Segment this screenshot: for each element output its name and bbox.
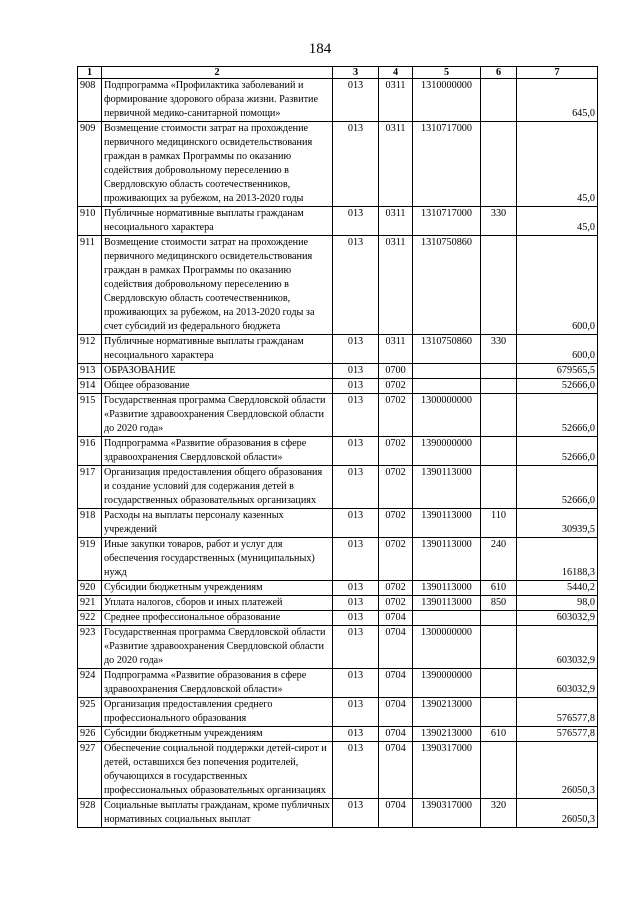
expense-type-code: 110 [481, 509, 517, 538]
target-article-code [413, 611, 481, 626]
row-number: 915 [78, 394, 102, 437]
expense-type-code: 330 [481, 335, 517, 364]
amount: 30939,5 [517, 509, 598, 538]
section-code: 0704 [379, 669, 413, 698]
ministry-code: 013 [333, 626, 379, 669]
row-number: 922 [78, 611, 102, 626]
amount: 576577,8 [517, 727, 598, 742]
row-number: 927 [78, 742, 102, 799]
table-row [78, 437, 598, 466]
amount: 52666,0 [517, 466, 598, 509]
amount: 603032,9 [517, 669, 598, 698]
table-row [78, 122, 598, 207]
row-number: 911 [78, 236, 102, 335]
column-header: 6 [481, 67, 517, 79]
table-row [78, 742, 598, 799]
row-number: 928 [78, 799, 102, 828]
page-number: 184 [308, 41, 332, 57]
column-header: 1 [78, 67, 102, 79]
ministry-code: 013 [333, 364, 379, 379]
target-article-code: 1390000000 [413, 669, 481, 698]
ministry-code: 013 [333, 509, 379, 538]
target-article-code: 1390317000 [413, 742, 481, 799]
section-code: 0702 [379, 437, 413, 466]
table-row [78, 581, 598, 596]
target-article-code: 1390113000 [413, 538, 481, 581]
section-code: 0311 [379, 335, 413, 364]
row-number: 917 [78, 466, 102, 509]
ministry-code: 013 [333, 581, 379, 596]
section-code: 0702 [379, 394, 413, 437]
table-row [78, 669, 598, 698]
target-article-code: 1390113000 [413, 466, 481, 509]
target-article-code: 1390000000 [413, 437, 481, 466]
row-name: Публичные нормативные выплаты гражданам несоциального характера [102, 207, 333, 236]
section-code: 0311 [379, 236, 413, 335]
table-row [78, 596, 598, 611]
expense-type-code [481, 742, 517, 799]
row-name: Обеспечение социальной поддержки детей-сирот и детей, оставшихся без попечения родителей, обучающихся в государственных профессиональных образовательных организациях [102, 742, 333, 799]
column-header: 2 [102, 67, 333, 79]
section-code: 0702 [379, 538, 413, 581]
ministry-code: 013 [333, 698, 379, 727]
amount: 5440,2 [517, 581, 598, 596]
table-row [78, 799, 598, 828]
expense-type-code: 850 [481, 596, 517, 611]
table-row [78, 364, 598, 379]
table-row [78, 727, 598, 742]
section-code: 0704 [379, 626, 413, 669]
row-number: 916 [78, 437, 102, 466]
expense-type-code [481, 379, 517, 394]
section-code: 0700 [379, 364, 413, 379]
ministry-code: 013 [333, 207, 379, 236]
target-article-code: 1390213000 [413, 698, 481, 727]
target-article-code: 1390213000 [413, 727, 481, 742]
column-header: 3 [333, 67, 379, 79]
row-number: 926 [78, 727, 102, 742]
row-name: Субсидии бюджетным учреждениям [102, 727, 333, 742]
column-header: 4 [379, 67, 413, 79]
row-name: Уплата налогов, сборов и иных платежей [102, 596, 333, 611]
row-number: 913 [78, 364, 102, 379]
table-row [78, 466, 598, 509]
row-number: 924 [78, 669, 102, 698]
row-number: 914 [78, 379, 102, 394]
table-row [78, 698, 598, 727]
section-code: 0704 [379, 742, 413, 799]
table-row [78, 236, 598, 335]
section-code: 0702 [379, 509, 413, 538]
row-name: Государственная программа Свердловской области «Развитие здравоохранения Свердловской области до 2020 года» [102, 394, 333, 437]
row-number: 909 [78, 122, 102, 207]
row-name: Организация предоставления общего образования и создание условий для содержания детей в государственных образовательных организациях [102, 466, 333, 509]
row-name: Среднее профессиональное образование [102, 611, 333, 626]
target-article-code [413, 364, 481, 379]
column-header: 5 [413, 67, 481, 79]
section-code: 0704 [379, 698, 413, 727]
row-name: Подпрограмма «Развитие образования в сфере здравоохранения Свердловской области» [102, 669, 333, 698]
section-code: 0311 [379, 79, 413, 122]
row-number: 920 [78, 581, 102, 596]
expense-type-code [481, 364, 517, 379]
ministry-code: 013 [333, 394, 379, 437]
expense-type-code [481, 394, 517, 437]
ministry-code: 013 [333, 236, 379, 335]
target-article-code: 1310717000 [413, 122, 481, 207]
ministry-code: 013 [333, 79, 379, 122]
table-row [78, 626, 598, 669]
section-code: 0311 [379, 122, 413, 207]
ministry-code: 013 [333, 799, 379, 828]
expense-type-code: 610 [481, 727, 517, 742]
ministry-code: 013 [333, 727, 379, 742]
amount: 679565,5 [517, 364, 598, 379]
amount: 645,0 [517, 79, 598, 122]
amount: 52666,0 [517, 394, 598, 437]
row-name: Подпрограмма «Профилактика заболеваний и формирование здорового образа жизни. Развитие первичной медико-санитарной помощи» [102, 79, 333, 122]
ministry-code: 013 [333, 466, 379, 509]
ministry-code: 013 [333, 379, 379, 394]
row-number: 910 [78, 207, 102, 236]
amount: 52666,0 [517, 379, 598, 394]
amount: 603032,9 [517, 626, 598, 669]
expense-type-code [481, 626, 517, 669]
expense-type-code: 330 [481, 207, 517, 236]
amount: 26050,3 [517, 742, 598, 799]
row-name: Иные закупки товаров, работ и услуг для обеспечения государственных (муниципальных) нужд [102, 538, 333, 581]
ministry-code: 013 [333, 335, 379, 364]
target-article-code: 1310717000 [413, 207, 481, 236]
ministry-code: 013 [333, 437, 379, 466]
section-code: 0311 [379, 207, 413, 236]
row-name: Возмещение стоимости затрат на прохождение первичного медицинского освидетельствования граждан в рамках Программы по оказанию содействия добровольному переселению в Свердловскую область соотечественников, проживающих за рубежом, на 2013-2020 годы [102, 122, 333, 207]
row-number: 925 [78, 698, 102, 727]
ministry-code: 013 [333, 538, 379, 581]
target-article-code [413, 379, 481, 394]
amount: 52666,0 [517, 437, 598, 466]
row-number: 923 [78, 626, 102, 669]
table-row [78, 509, 598, 538]
table-row [78, 207, 598, 236]
row-number: 921 [78, 596, 102, 611]
amount: 45,0 [517, 207, 598, 236]
amount: 26050,3 [517, 799, 598, 828]
expense-type-code [481, 669, 517, 698]
target-article-code: 1390113000 [413, 596, 481, 611]
table-header-row [78, 67, 598, 79]
table-body [78, 79, 598, 828]
ministry-code: 013 [333, 611, 379, 626]
expense-type-code: 320 [481, 799, 517, 828]
target-article-code: 1310750860 [413, 335, 481, 364]
row-name: Организация предоставления среднего профессионального образования [102, 698, 333, 727]
row-name: Расходы на выплаты персоналу казенных учреждений [102, 509, 333, 538]
row-name: Возмещение стоимости затрат на прохождение первичного медицинского освидетельствования граждан в рамках Программы по оказанию содействия добровольному переселению в Свердловскую область соотечественников, проживающих за рубежом, на 2013-2020 годы за счет субсидий из федерального бюджета [102, 236, 333, 335]
table-row [78, 79, 598, 122]
expense-type-code [481, 611, 517, 626]
expense-type-code: 610 [481, 581, 517, 596]
table-row [78, 394, 598, 437]
expense-type-code [481, 437, 517, 466]
table-row [78, 538, 598, 581]
target-article-code: 1300000000 [413, 394, 481, 437]
ministry-code: 013 [333, 669, 379, 698]
ministry-code: 013 [333, 122, 379, 207]
amount: 576577,8 [517, 698, 598, 727]
section-code: 0704 [379, 727, 413, 742]
target-article-code: 1390113000 [413, 509, 481, 538]
row-name: Подпрограмма «Развитие образования в сфере здравоохранения Свердловской области» [102, 437, 333, 466]
target-article-code: 1310000000 [413, 79, 481, 122]
section-code: 0702 [379, 581, 413, 596]
expense-type-code [481, 122, 517, 207]
target-article-code: 1300000000 [413, 626, 481, 669]
target-article-code: 1390317000 [413, 799, 481, 828]
row-number: 918 [78, 509, 102, 538]
target-article-code: 1390113000 [413, 581, 481, 596]
row-number: 919 [78, 538, 102, 581]
row-name: Государственная программа Свердловской области «Развитие здравоохранения Свердловской области до 2020 года» [102, 626, 333, 669]
row-name: Социальные выплаты гражданам, кроме публичных нормативных социальных выплат [102, 799, 333, 828]
section-code: 0704 [379, 611, 413, 626]
budget-table [77, 66, 598, 828]
section-code: 0702 [379, 379, 413, 394]
row-name: Публичные нормативные выплаты гражданам несоциального характера [102, 335, 333, 364]
row-name: Субсидии бюджетным учреждениям [102, 581, 333, 596]
row-name: ОБРАЗОВАНИЕ [102, 364, 333, 379]
column-header: 7 [517, 67, 598, 79]
amount: 98,0 [517, 596, 598, 611]
table-row [78, 379, 598, 394]
target-article-code: 1310750860 [413, 236, 481, 335]
expense-type-code [481, 79, 517, 122]
row-number: 908 [78, 79, 102, 122]
ministry-code: 013 [333, 596, 379, 611]
expense-type-code [481, 698, 517, 727]
table-row [78, 335, 598, 364]
expense-type-code [481, 236, 517, 335]
table-row [78, 611, 598, 626]
row-name: Общее образование [102, 379, 333, 394]
amount: 600,0 [517, 335, 598, 364]
row-number: 912 [78, 335, 102, 364]
section-code: 0704 [379, 799, 413, 828]
amount: 603032,9 [517, 611, 598, 626]
amount: 16188,3 [517, 538, 598, 581]
amount: 45,0 [517, 122, 598, 207]
section-code: 0702 [379, 596, 413, 611]
section-code: 0702 [379, 466, 413, 509]
ministry-code: 013 [333, 742, 379, 799]
amount: 600,0 [517, 236, 598, 335]
expense-type-code: 240 [481, 538, 517, 581]
expense-type-code [481, 466, 517, 509]
